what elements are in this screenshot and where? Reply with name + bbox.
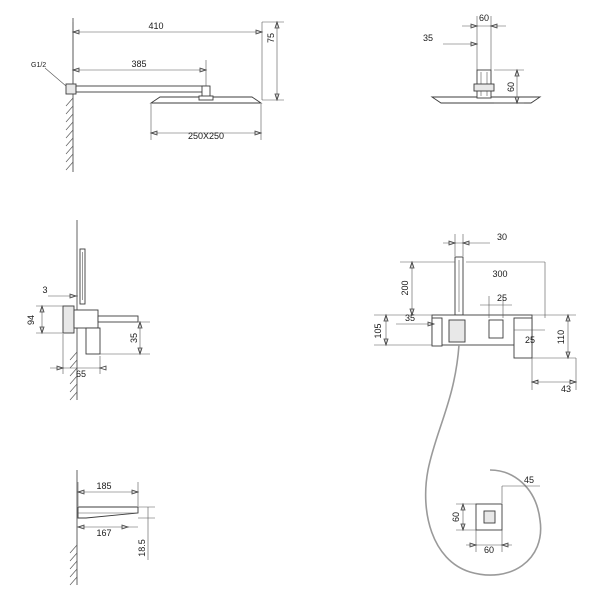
dim-385-label: 385: [131, 59, 147, 69]
dim-185-label: 185: [96, 481, 112, 491]
dim-g12-label: G1/2: [31, 62, 47, 69]
wall-hatching: [66, 98, 73, 170]
dim-35-mid-label: 35: [129, 332, 139, 344]
dim-94-label: 94: [26, 314, 36, 326]
view-wall-bracket-side: [70, 470, 155, 585]
view-hand-shower-holder-side: [26, 220, 150, 400]
view-rain-shower-head-front: [423, 13, 540, 103]
dim-18-5-label: 18.5: [137, 539, 147, 557]
dim-25-right-label: 25: [524, 335, 536, 345]
mixer-cartridge: [449, 320, 465, 342]
dim-60-top-label: 60: [478, 13, 490, 23]
holder-stem: [86, 328, 100, 354]
dim-60-right-label: 60: [506, 81, 516, 93]
dim-110-label: 110: [556, 329, 566, 345]
dim-410-label: 410: [148, 21, 164, 31]
view-rain-shower-head-side: [31, 18, 284, 172]
dim-30-label: 30: [496, 232, 508, 242]
dim-167-label: 167: [96, 528, 112, 538]
dim-35-right-label: 35: [404, 313, 416, 323]
dim-300-label: 300: [492, 269, 508, 279]
shower-arm: [76, 86, 207, 92]
holder-spout-arm: [98, 316, 138, 322]
rain-head-hub: [199, 96, 213, 100]
wall-hatching-bottom: [70, 545, 77, 585]
arrow-65-right: [100, 366, 106, 370]
mixer-diverter-knob: [489, 320, 503, 338]
dim-60-bottom-label: 60: [483, 545, 495, 555]
dim-45-label: 45: [523, 475, 535, 485]
wall-flange: [66, 84, 76, 94]
view-mixer-valve-front: [373, 232, 576, 575]
shower-hose: [426, 345, 541, 575]
dim-200-label: 200: [400, 280, 410, 296]
dim-65-label: 65: [75, 369, 87, 379]
dim-75-label: 75: [266, 32, 276, 44]
dim-35-label: 35: [422, 33, 434, 43]
holder-wall-plate: [63, 306, 74, 333]
dim-60-left-label: 60: [451, 511, 461, 523]
wall-outlet-nipple: [484, 511, 495, 523]
g12-leader: [45, 68, 66, 86]
mixer-wall-plate: [432, 318, 442, 346]
dim-105-label: 105: [373, 323, 383, 339]
dim-250-label: 250X250: [187, 131, 225, 141]
holder-body: [74, 310, 98, 328]
dim-43-label: 43: [560, 384, 572, 394]
arm-collar: [474, 84, 494, 91]
dim-25-top-label: 25: [496, 293, 508, 303]
dim-3-label: 3: [42, 285, 48, 295]
wall-bracket-body: [78, 507, 138, 518]
